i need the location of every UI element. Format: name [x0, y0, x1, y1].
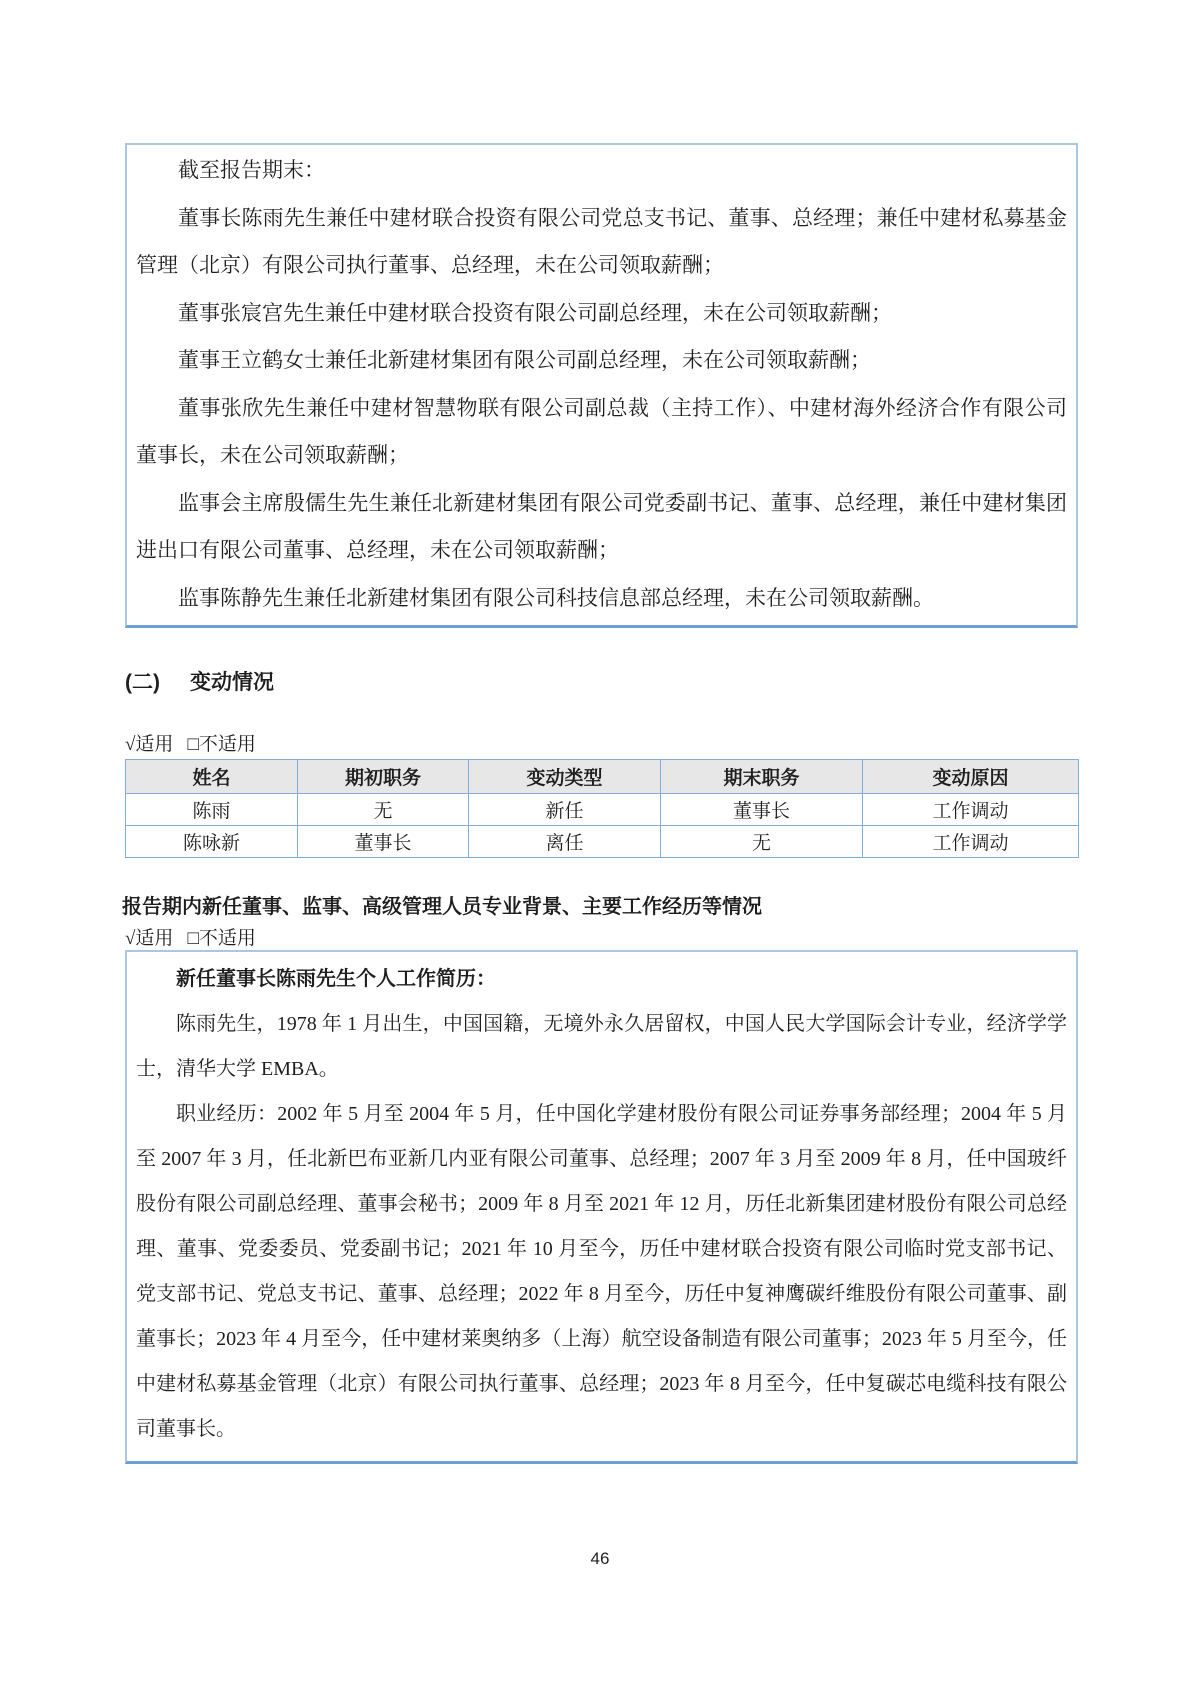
cell-final-position: 董事长: [661, 794, 863, 826]
chairman-biography-box: [125, 950, 1078, 1464]
column-header-name: 姓名: [126, 760, 298, 794]
column-header-initial-position: 期初职务: [298, 760, 469, 794]
section-title: 变动情况: [190, 671, 274, 694]
column-header-change-reason: 变动原因: [863, 760, 1079, 794]
cell-change-reason: 工作调动: [863, 794, 1079, 826]
cell-final-position: 无: [661, 826, 863, 858]
summary-paragraph: 董事王立鹤女士兼任北新建材集团有限公司副总经理，未在公司领取薪酬；: [178, 348, 871, 372]
section-heading: [125, 668, 274, 698]
background-section-heading: 报告期内新任董事、监事、高级管理人员专业背景、主要工作经历等情况: [122, 896, 762, 918]
cell-name: 陈雨: [126, 794, 298, 826]
cell-change-reason: 工作调动: [863, 826, 1079, 858]
summary-paragraph: 截至报告期末：: [178, 158, 325, 182]
summary-paragraph: 监事会主席殷儒生先生兼任北新建材集团有限公司党委副书记、董事、总经理，兼任中建材集团进出口有限公司董事、总经理，未在公司领取薪酬；: [136, 490, 1067, 562]
biography-paragraph: 职业经历：2002 年 5 月至 2004 年 5 月，任中国化学建材股份有限公司证券事务部经理；2004 年 5 月至 2007 年 3 月，任北新巴布亚新几内亚有限公司董事、总经理；2007 年 3 月至 2009 年 8 月，任中国玻纤股份有限公司副总经理、董事会秘书；2009 年 8 月至 2021 年 12 月，历任北新集团建材股份有限公司总经理、董事、党委委员、党委副书记；2021 年 10 月至今，历任中建材联合投资有限公司临时党支部书记、党支部书记、党总支书记、董事、总经理；2022 年 8 月至今，历任中复神鹰碳纤维股份有限公司董事、副董事长；2023 年 4 月至今，任中建材莱奥纳多（上海）航空设备制造有限公司董事；2023 年 5 月至今，任中建材私募基金管理（北京）有限公司执行董事、总经理；2023 年 8 月至今，任中复碳芯电缆科技有限公司董事长。: [136, 1103, 1067, 1440]
column-header-change-type: 变动类型: [469, 760, 661, 794]
cell-initial-position: 董事长: [298, 826, 469, 858]
table-row: [126, 826, 1079, 858]
applicable-checked-option: √适用: [125, 734, 174, 755]
page-number: 46: [590, 1549, 610, 1568]
section-numbering: (二): [125, 671, 160, 694]
summary-paragraph: 董事张欣先生兼任中建材智慧物联有限公司副总裁（主持工作）、中建材海外经济合作有限公司董事长，未在公司领取薪酬；: [136, 395, 1067, 467]
cell-change-type: 新任: [469, 794, 661, 826]
summary-paragraph: 监事陈静先生兼任北新建材集团有限公司科技信息部总经理，未在公司领取薪酬。: [178, 585, 934, 610]
column-header-final-position: 期末职务: [661, 760, 863, 794]
biography-paragraph: 陈雨先生，1978 年 1 月出生，中国国籍，无境外永久居留权，中国人民大学国际会计专业，经济学学士，清华大学 EMBA。: [136, 1013, 1067, 1080]
applicability-line: [125, 732, 256, 758]
cell-initial-position: 无: [298, 794, 469, 826]
not-applicable-option: □不适用: [187, 734, 256, 755]
summary-paragraph: 董事张宸宫先生兼任中建材联合投资有限公司副总经理，未在公司领取薪酬；: [178, 300, 892, 325]
cell-name: 陈咏新: [126, 826, 298, 858]
directors-positions-box: [125, 143, 1078, 628]
summary-paragraph: 董事长陈雨先生兼任中建材联合投资有限公司党总支书记、董事、总经理；兼任中建材私募基金管理（北京）有限公司执行董事、总经理，未在公司领取薪酬；: [136, 205, 1067, 277]
applicable-checked-option: √适用: [125, 928, 174, 949]
table-row: [126, 794, 1079, 826]
not-applicable-option: □不适用: [187, 928, 256, 949]
table-header-row: [126, 760, 1079, 794]
biography-title: 新任董事长陈雨先生个人工作简历：: [176, 968, 496, 990]
cell-change-type: 离任: [469, 826, 661, 858]
applicability-line: [125, 926, 256, 952]
personnel-change-table: [125, 759, 1079, 858]
